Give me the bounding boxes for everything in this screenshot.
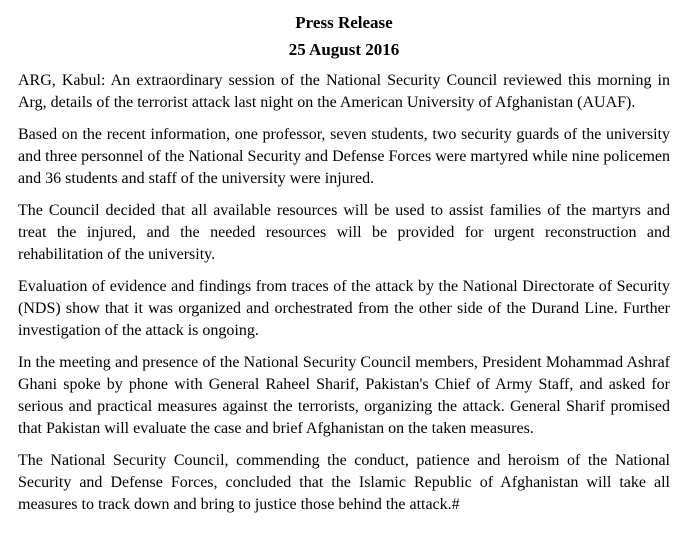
paragraph-casualties: Based on the recent information, one professor, seven students, two security guards of the university and three personnel of the National Security and Defense Forces were martyred while nine policemen and 36 students and staff of the university were injured. (18, 126, 670, 187)
document-date: 25 August 2016 (288, 40, 400, 59)
paragraph-council-decision: The Council decided that all available resources will be used to assist families of the martyrs and treat the injured, and the needed resources will be provided for urgent reconstruction and rehabilitation of the university. (18, 202, 670, 263)
paragraph-meeting: In the meeting and presence of the National Security Council members, President Mohammad Ashraf Ghani spoke by phone with General Raheel Sharif, Pakistan's Chief of Army Staff, and asked for serious and practical measures against the terrorists, organizing the attack. General Sharif promised that Pakistan will evaluate the case and brief Afghanistan on the taken measures. (18, 354, 670, 437)
document-title: Press Release (295, 13, 393, 32)
paragraph-session: ARG, Kabul: An extraordinary session of the National Security Council reviewed this morning in Arg, details of the terrorist attack last night on the American University of Afghanistan (AUAF). (18, 72, 670, 111)
paragraph-evaluation: Evaluation of evidence and findings from traces of the attack by the National Directorate of Security (NDS) show that it was organized and orchestrated from the other side of the Durand Line. Further investigation of the attack is ongoing. (18, 278, 670, 339)
paragraph-conclusion: The National Security Council, commending the conduct, patience and heroism of the National Security and Defense Forces, concluded that the Islamic Republic of Afghanistan will take all measures to track down and bring to justice those behind the attack.# (18, 452, 670, 513)
